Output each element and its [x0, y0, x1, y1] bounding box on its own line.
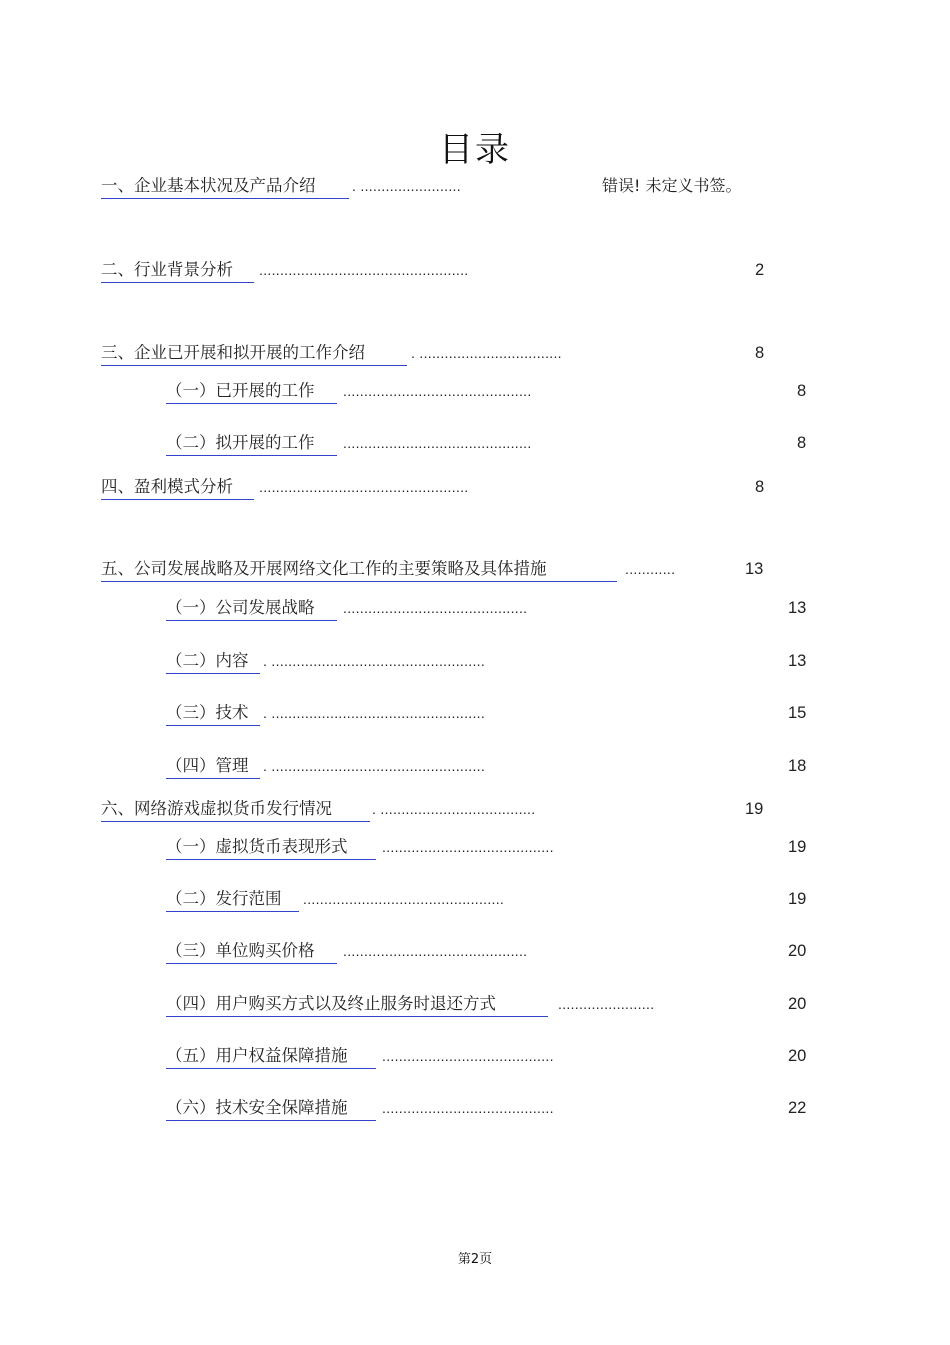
toc-page-number: 错误! 未定义书签。: [602, 176, 742, 195]
toc-link[interactable]: （四）管理: [166, 755, 260, 779]
page-footer: 第2页: [457, 1252, 493, 1267]
toc-entry: [0, 342, 950, 366]
toc-page-number: 15: [788, 704, 807, 722]
toc-leader-dots: .............................................: [343, 383, 532, 399]
toc-leader-dots: . ...................................................: [263, 653, 486, 669]
toc-leader-dots: . ...................................................: [263, 705, 486, 721]
toc-link[interactable]: 四、盈利模式分析: [101, 476, 254, 500]
toc-entry: [0, 650, 950, 674]
toc-leader-dots: ................................................: [303, 891, 505, 907]
toc-page-number: 19: [745, 800, 764, 818]
toc-page-number: 18: [788, 757, 807, 775]
toc-entry: [0, 1045, 950, 1069]
toc-link[interactable]: （五）用户权益保障措施: [166, 1045, 376, 1069]
toc-entry: [0, 702, 950, 726]
toc-entry: [0, 476, 950, 500]
toc-entry: [0, 798, 950, 822]
toc-link[interactable]: （一）已开展的工作: [166, 380, 337, 404]
toc-leader-dots: . ..................................: [411, 345, 562, 361]
toc-link[interactable]: （二）拟开展的工作: [166, 432, 337, 456]
toc-page-number: 20: [788, 995, 807, 1013]
toc-entry: [0, 597, 950, 621]
toc-entry: [0, 380, 950, 404]
toc-link[interactable]: （一）虚拟货币表现形式: [166, 836, 376, 860]
toc-entry: [0, 755, 950, 779]
toc-leader-dots: .........................................: [382, 1100, 554, 1116]
toc-link[interactable]: （二）发行范围: [166, 888, 299, 912]
toc-link[interactable]: 一、企业基本状况及产品介绍: [101, 175, 349, 199]
toc-leader-dots: ............: [625, 561, 676, 577]
toc-leader-dots: ............................................: [343, 600, 528, 616]
toc-leader-dots: .........................................: [382, 839, 554, 855]
toc-link[interactable]: 五、公司发展战略及开展网络文化工作的主要策略及具体措施: [101, 558, 617, 582]
toc-page-number: 13: [745, 560, 764, 578]
toc-leader-dots: . ........................: [352, 178, 461, 194]
toc-page-number: 13: [788, 652, 807, 670]
toc-link[interactable]: 六、网络游戏虚拟货币发行情况: [101, 798, 370, 822]
toc-link[interactable]: （三）单位购买价格: [166, 940, 337, 964]
toc-page-number: 19: [788, 838, 807, 856]
toc-page-number: 19: [788, 890, 807, 908]
toc-page-number: 8: [755, 344, 765, 362]
toc-entry: [0, 993, 950, 1017]
toc-link[interactable]: 二、行业背景分析: [101, 259, 254, 283]
toc-leader-dots: .........................................: [382, 1048, 554, 1064]
toc-entry: [0, 432, 950, 456]
toc-page-number: 2: [755, 261, 765, 279]
toc-link[interactable]: （二）内容: [166, 650, 260, 674]
toc-leader-dots: . .....................................: [372, 801, 536, 817]
toc-page-number: 22: [788, 1099, 807, 1117]
toc-leader-dots: . ...................................................: [263, 758, 486, 774]
toc-link[interactable]: （三）技术: [166, 702, 260, 726]
toc-entry: [0, 558, 950, 582]
toc-entry: [0, 1097, 950, 1121]
toc-entry: [0, 259, 950, 283]
toc-page-number: 8: [755, 478, 765, 496]
toc-leader-dots: .............................................: [343, 435, 532, 451]
toc-entry: [0, 888, 950, 912]
toc-page-number: 20: [788, 1047, 807, 1065]
toc-link[interactable]: 三、企业已开展和拟开展的工作介绍: [101, 342, 407, 366]
toc-page-number: 8: [797, 382, 807, 400]
toc-entry: [0, 940, 950, 964]
toc-leader-dots: .......................: [558, 996, 655, 1012]
toc-entry: [0, 175, 950, 199]
toc-link[interactable]: （一）公司发展战略: [166, 597, 337, 621]
toc-page-number: 20: [788, 942, 807, 960]
toc-title: 目录: [439, 130, 511, 170]
toc-page-number: 8: [797, 434, 807, 452]
toc-leader-dots: ..................................................: [259, 262, 469, 278]
toc-page-number: 13: [788, 599, 807, 617]
toc-leader-dots: ............................................: [343, 943, 528, 959]
toc-link[interactable]: （六）技术安全保障措施: [166, 1097, 376, 1121]
toc-leader-dots: ..................................................: [259, 479, 469, 495]
toc-entry: [0, 836, 950, 860]
toc-link[interactable]: （四）用户购买方式以及终止服务时退还方式: [166, 993, 548, 1017]
